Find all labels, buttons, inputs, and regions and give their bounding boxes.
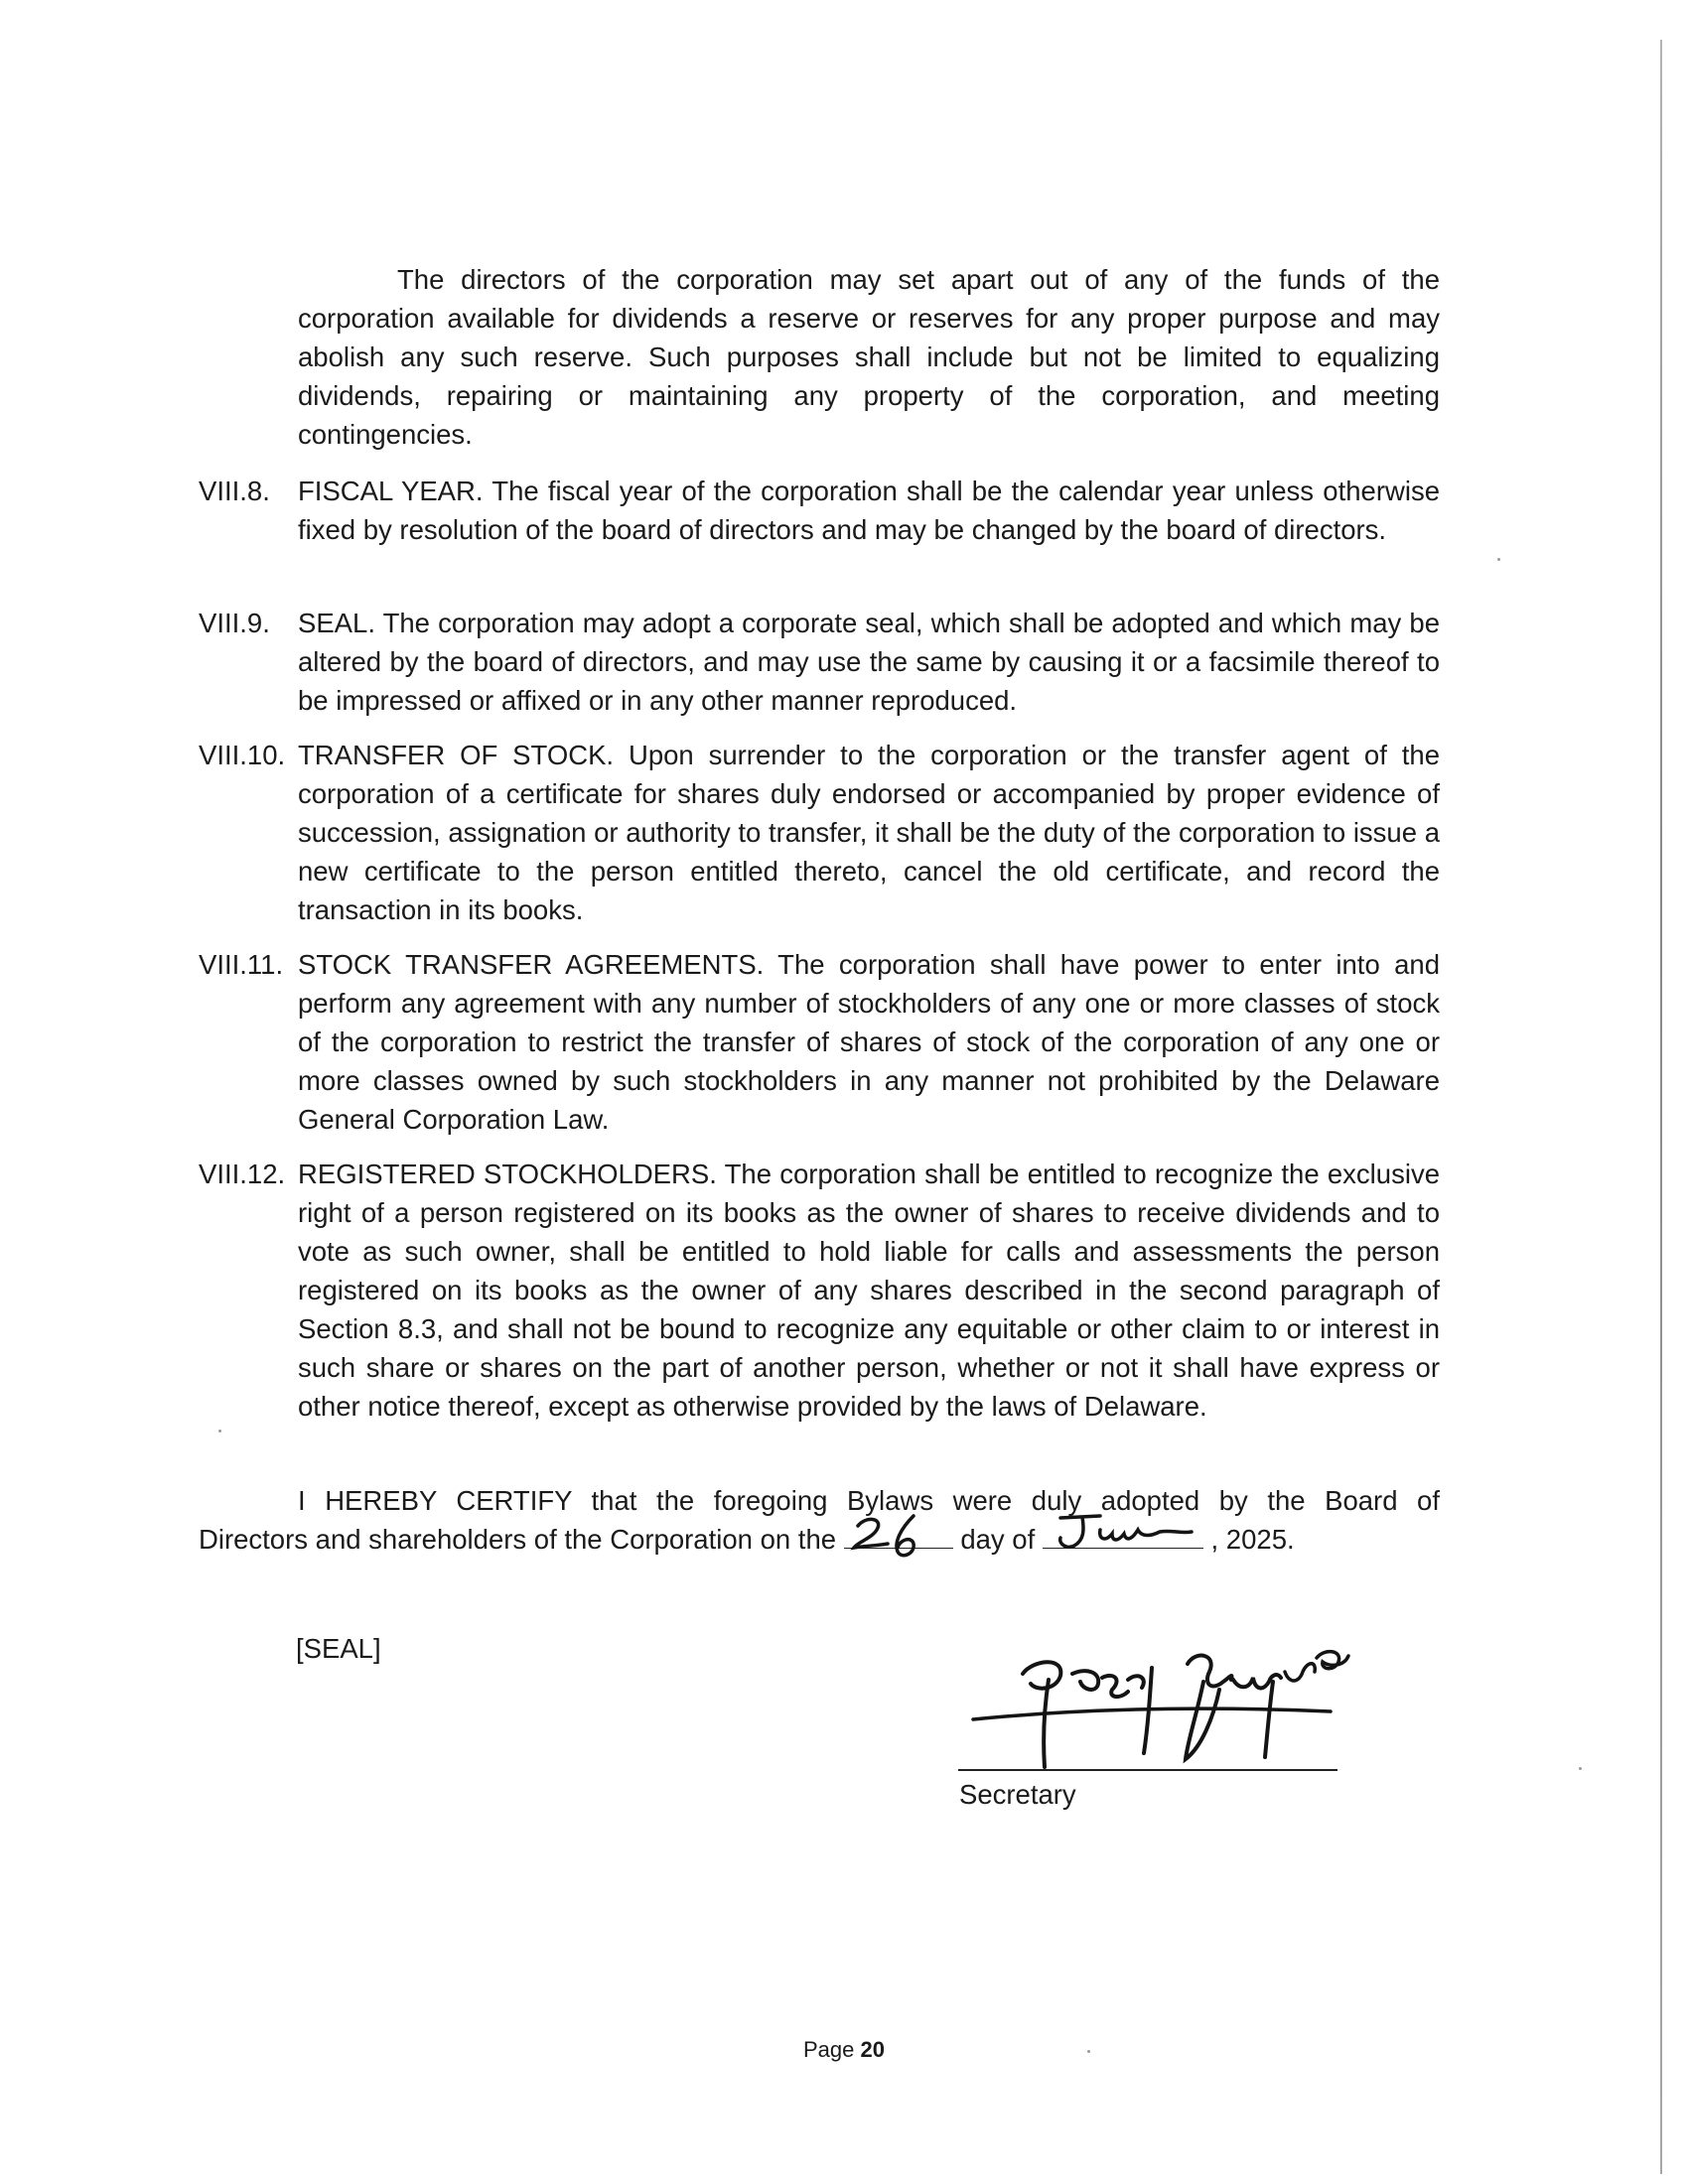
certification-year: , 2025.: [1210, 1524, 1295, 1555]
section-text: REGISTERED STOCKHOLDERS. The corporation shall be entitled to recognize the exclusive right of a person registered on its books as the owner of shares to receive dividends and to vote as such owner, shall be entitled to hold liable for calls and assessments the person registered on its books as the owner of any shares described in the second paragraph of Section 8.3, and shall not be bound to recognize any equitable or other claim to or interest in such share or shares on the part of another person, whether or not it shall have express or other notice thereof, except as otherwise provided by the laws of Delaware.: [298, 1159, 1440, 1422]
section-number: VIII.10.: [199, 740, 286, 770]
section-viii-10: [199, 736, 1440, 929]
section-number: VIII.12.: [199, 1159, 286, 1189]
signature: [953, 1628, 1420, 1777]
section-text: FISCAL YEAR. The fiscal year of the corporation shall be the calendar year unless otherwise fixed by resolution of the board of directors and may be changed by the board of directors.: [298, 476, 1440, 545]
signature-title: Secretary: [959, 1779, 1076, 1810]
section-number: VIII.8.: [199, 476, 270, 506]
scan-speck: [1497, 558, 1500, 561]
certification-prefix: Directors and shareholders of the Corporation on the: [199, 1524, 837, 1555]
handwritten-day: [844, 1512, 953, 1562]
section-text: STOCK TRANSFER AGREEMENTS. The corporation shall have power to enter into and perform any agreement with any number of stockholders of any one or more classes of stock of the corporation to restrict the transfer of shares of stock of the corporation of any one or more classes owned by such stockholders in any manner not prohibited by the Delaware General Corporation Law.: [298, 949, 1440, 1135]
handwritten-month: [1043, 1512, 1203, 1562]
section-text: SEAL. The corporation may adopt a corporate seal, which shall be adopted and which may be altered by the board of directors, and may use the same by causing it or a facsimile thereof to be impressed or affixed or in any other manner reproduced.: [298, 608, 1440, 716]
certification-line-1: I HEREBY CERTIFY that the foregoing Bylaws were duly adopted by the Board of: [298, 1485, 1440, 1516]
section-viii-12: [199, 1155, 1440, 1426]
section-number: VIII.9.: [199, 608, 270, 638]
month-blank: [1043, 1526, 1203, 1549]
reserve-paragraph: The directors of the corporation may set apart out of any of the funds of the corporation available for dividends a reserve or reserves for any proper purpose and may abolish any such reserve. Such purposes shall include but not be limited to equalizing dividends, repairing or maintaining any property of the corporation, and meeting contingencies.: [298, 264, 1440, 450]
handwritten-signature: [953, 1628, 1420, 1777]
page-footer: [0, 2037, 1688, 2063]
certification-line-2: [199, 1520, 1440, 1559]
section-viii-8: [199, 472, 1440, 549]
section-text: TRANSFER OF STOCK. Upon surrender to the corporation or the transfer agent of the corporation of a certificate for shares duly endorsed or accompanied by proper evidence of succession, assignation or authority to transfer, it shall be the duty of the corporation to issue a new certificate to the person entitled thereto, cancel the old certificate, and record the transaction in its books.: [298, 740, 1440, 925]
page-number: 20: [860, 2037, 885, 2062]
certification-block: [199, 1481, 1440, 1559]
section-viii-11: [199, 945, 1440, 1139]
scan-speck: [218, 1430, 221, 1433]
section-number: VIII.11.: [199, 949, 284, 980]
signature-line: [958, 1769, 1337, 1771]
scan-edge-artifact: [1660, 40, 1662, 2174]
day-blank: [844, 1526, 953, 1549]
section-viii-9: [199, 604, 1440, 720]
seal-placeholder: [SEAL]: [296, 1633, 381, 1664]
certification-day-of: day of: [960, 1524, 1036, 1555]
page-label: Page: [803, 2037, 855, 2062]
scan-speck: [1579, 1767, 1582, 1770]
